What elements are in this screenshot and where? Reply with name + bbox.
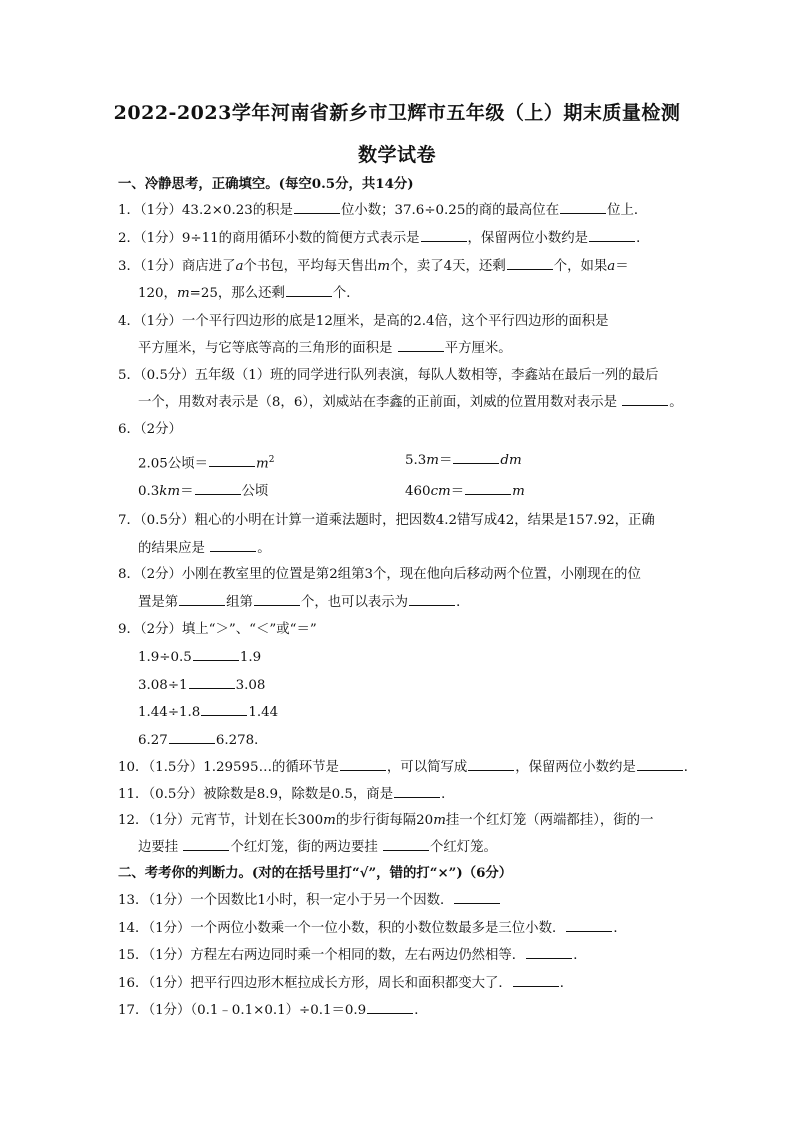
question-2: 2．（1分）9÷11的商用循环小数的简便方式表示是 ，保留两位小数约是 ． bbox=[118, 231, 650, 246]
question-8-line2: 置是第 组第 个，也可以表示为 ． bbox=[138, 595, 470, 610]
answer-blank bbox=[201, 703, 247, 716]
question-12: 12．（1分）元宵节，计划在长300m的步行街每隔20m挂一个红灯笼（两端都挂），街的一 bbox=[118, 813, 654, 828]
question-13: 13．（1分）一个因数比1小时，积一定小于另一个因数． bbox=[118, 891, 501, 910]
answer-blank bbox=[513, 974, 559, 987]
question-11: 11．（0.5分）被除数是8.9，除数是0.5，商是 ． bbox=[118, 787, 455, 802]
answer-blank bbox=[421, 229, 467, 242]
question-6-item-4: 460cm＝ m bbox=[405, 484, 525, 499]
question-9-item-3: 1.44÷1.8 1.44 bbox=[138, 705, 279, 720]
answer-blank bbox=[179, 593, 225, 606]
answer-blank bbox=[209, 454, 255, 467]
answer-blank bbox=[398, 339, 444, 352]
question-17: 17．（1分）（0.1﹣0.1×0.1）÷0.1＝0.9 ． bbox=[118, 1003, 428, 1018]
answer-blank bbox=[409, 593, 455, 606]
answer-blank bbox=[294, 201, 340, 214]
exam-title-line2: 数学试卷 bbox=[357, 144, 436, 166]
question-1: 1．（1分）43.2×0.23的积是 位小数；37.6÷0.25的商的最高位在 位上． bbox=[118, 203, 648, 218]
question-6-item-1: 2.05公顷＝ $m^2$ bbox=[138, 455, 275, 472]
answer-blank bbox=[465, 482, 511, 495]
answer-blank bbox=[637, 758, 683, 771]
answer-blank bbox=[622, 393, 668, 406]
question-7: 7．（0.5分）粗心的小明在计算一道乘法题时，把因数4.2错写成42，结果是157.92，正确 bbox=[118, 513, 655, 528]
question-9-item-2: 3.08÷1 3.08 bbox=[138, 678, 266, 693]
answer-blank bbox=[367, 1001, 413, 1014]
section-1-heading: 一、冷静思考，正确填空。(每空0.5分，共14分) bbox=[118, 176, 414, 192]
question-9-item-4: 6.27 6.278． bbox=[138, 733, 268, 748]
question-4: 4．（1分）一个平行四边形的底是12厘米，是高的2.4倍，这个平行四边形的面积是 bbox=[118, 314, 609, 329]
answer-blank bbox=[566, 919, 612, 932]
answer-blank bbox=[454, 891, 500, 904]
answer-blank bbox=[560, 201, 606, 214]
question-3-line2: 120，m=25，那么还剩 个． bbox=[138, 286, 360, 301]
question-16: 16．（1分）把平行四边形木框拉成长方形，周长和面积都变大了． ． bbox=[118, 976, 574, 991]
answer-blank bbox=[254, 593, 300, 606]
question-5: 5．（0.5分）五年级（1）班的同学进行队列表演，每队人数相等，李鑫站在最后一列的最后 bbox=[118, 368, 659, 383]
question-6-item-3: 0.3km＝ 公顷 bbox=[138, 484, 269, 499]
answer-blank bbox=[394, 785, 440, 798]
answer-blank bbox=[286, 284, 332, 297]
question-10: 10．（1.5分）1.29595…的循环节是 ，可以简写成 ，保留两位小数约是 ． bbox=[118, 760, 698, 775]
answer-blank bbox=[526, 946, 572, 959]
question-9: 9．（2分）填上“＞”、“＜”或“＝” bbox=[118, 622, 317, 637]
exam-title-line1: 2022-2023学年河南省新乡市卫辉市五年级（上）期末质量检测 bbox=[113, 102, 681, 124]
question-7-line2: 的结果应是 。 bbox=[138, 541, 271, 556]
answer-blank bbox=[189, 676, 235, 689]
question-12-line2: 边要挂 个红灯笼，街的两边要挂 个红灯笼。 bbox=[138, 840, 497, 855]
question-6: 6．（2分） bbox=[118, 422, 182, 437]
answer-blank bbox=[507, 257, 553, 270]
answer-blank bbox=[340, 758, 386, 771]
answer-blank bbox=[193, 648, 239, 661]
section-2-heading: 二、考考你的判断力。(对的在括号里打“√”，错的打“×”)（6分） bbox=[118, 865, 513, 881]
answer-blank bbox=[210, 539, 256, 552]
question-5-line2: 一个，用数对表示是（8，6），刘威站在李鑫的正前面，刘威的位置用数对表示是 。 bbox=[138, 395, 683, 410]
answer-blank bbox=[453, 451, 499, 464]
question-9-item-1: 1.9÷0.5 1.9 bbox=[138, 650, 262, 665]
answer-blank bbox=[195, 482, 241, 495]
question-3: 3．（1分）商店进了a个书包，平均每天售出m个，卖了4天，还剩 个，如果a＝ bbox=[118, 259, 629, 274]
answer-blank bbox=[589, 229, 635, 242]
question-6-item-2: 5.3m＝ dm bbox=[405, 453, 522, 468]
answer-blank bbox=[169, 731, 215, 744]
question-4-line2: 平方厘米，与它等底等高的三角形的面积是 平方厘米。 bbox=[138, 341, 512, 356]
question-15: 15．（1分）方程左右两边同时乘一个相同的数，左右两边仍然相等． ． bbox=[118, 948, 587, 963]
question-14: 14．（1分）一个两位小数乘一个一位小数，积的小数位数最多是三位小数． ． bbox=[118, 921, 627, 936]
answer-blank bbox=[183, 838, 229, 851]
answer-blank bbox=[468, 758, 514, 771]
answer-blank bbox=[383, 838, 429, 851]
question-8: 8．（2分）小刚在教室里的位置是第2组第3个，现在他向后移动两个位置，小刚现在的位 bbox=[118, 567, 641, 582]
